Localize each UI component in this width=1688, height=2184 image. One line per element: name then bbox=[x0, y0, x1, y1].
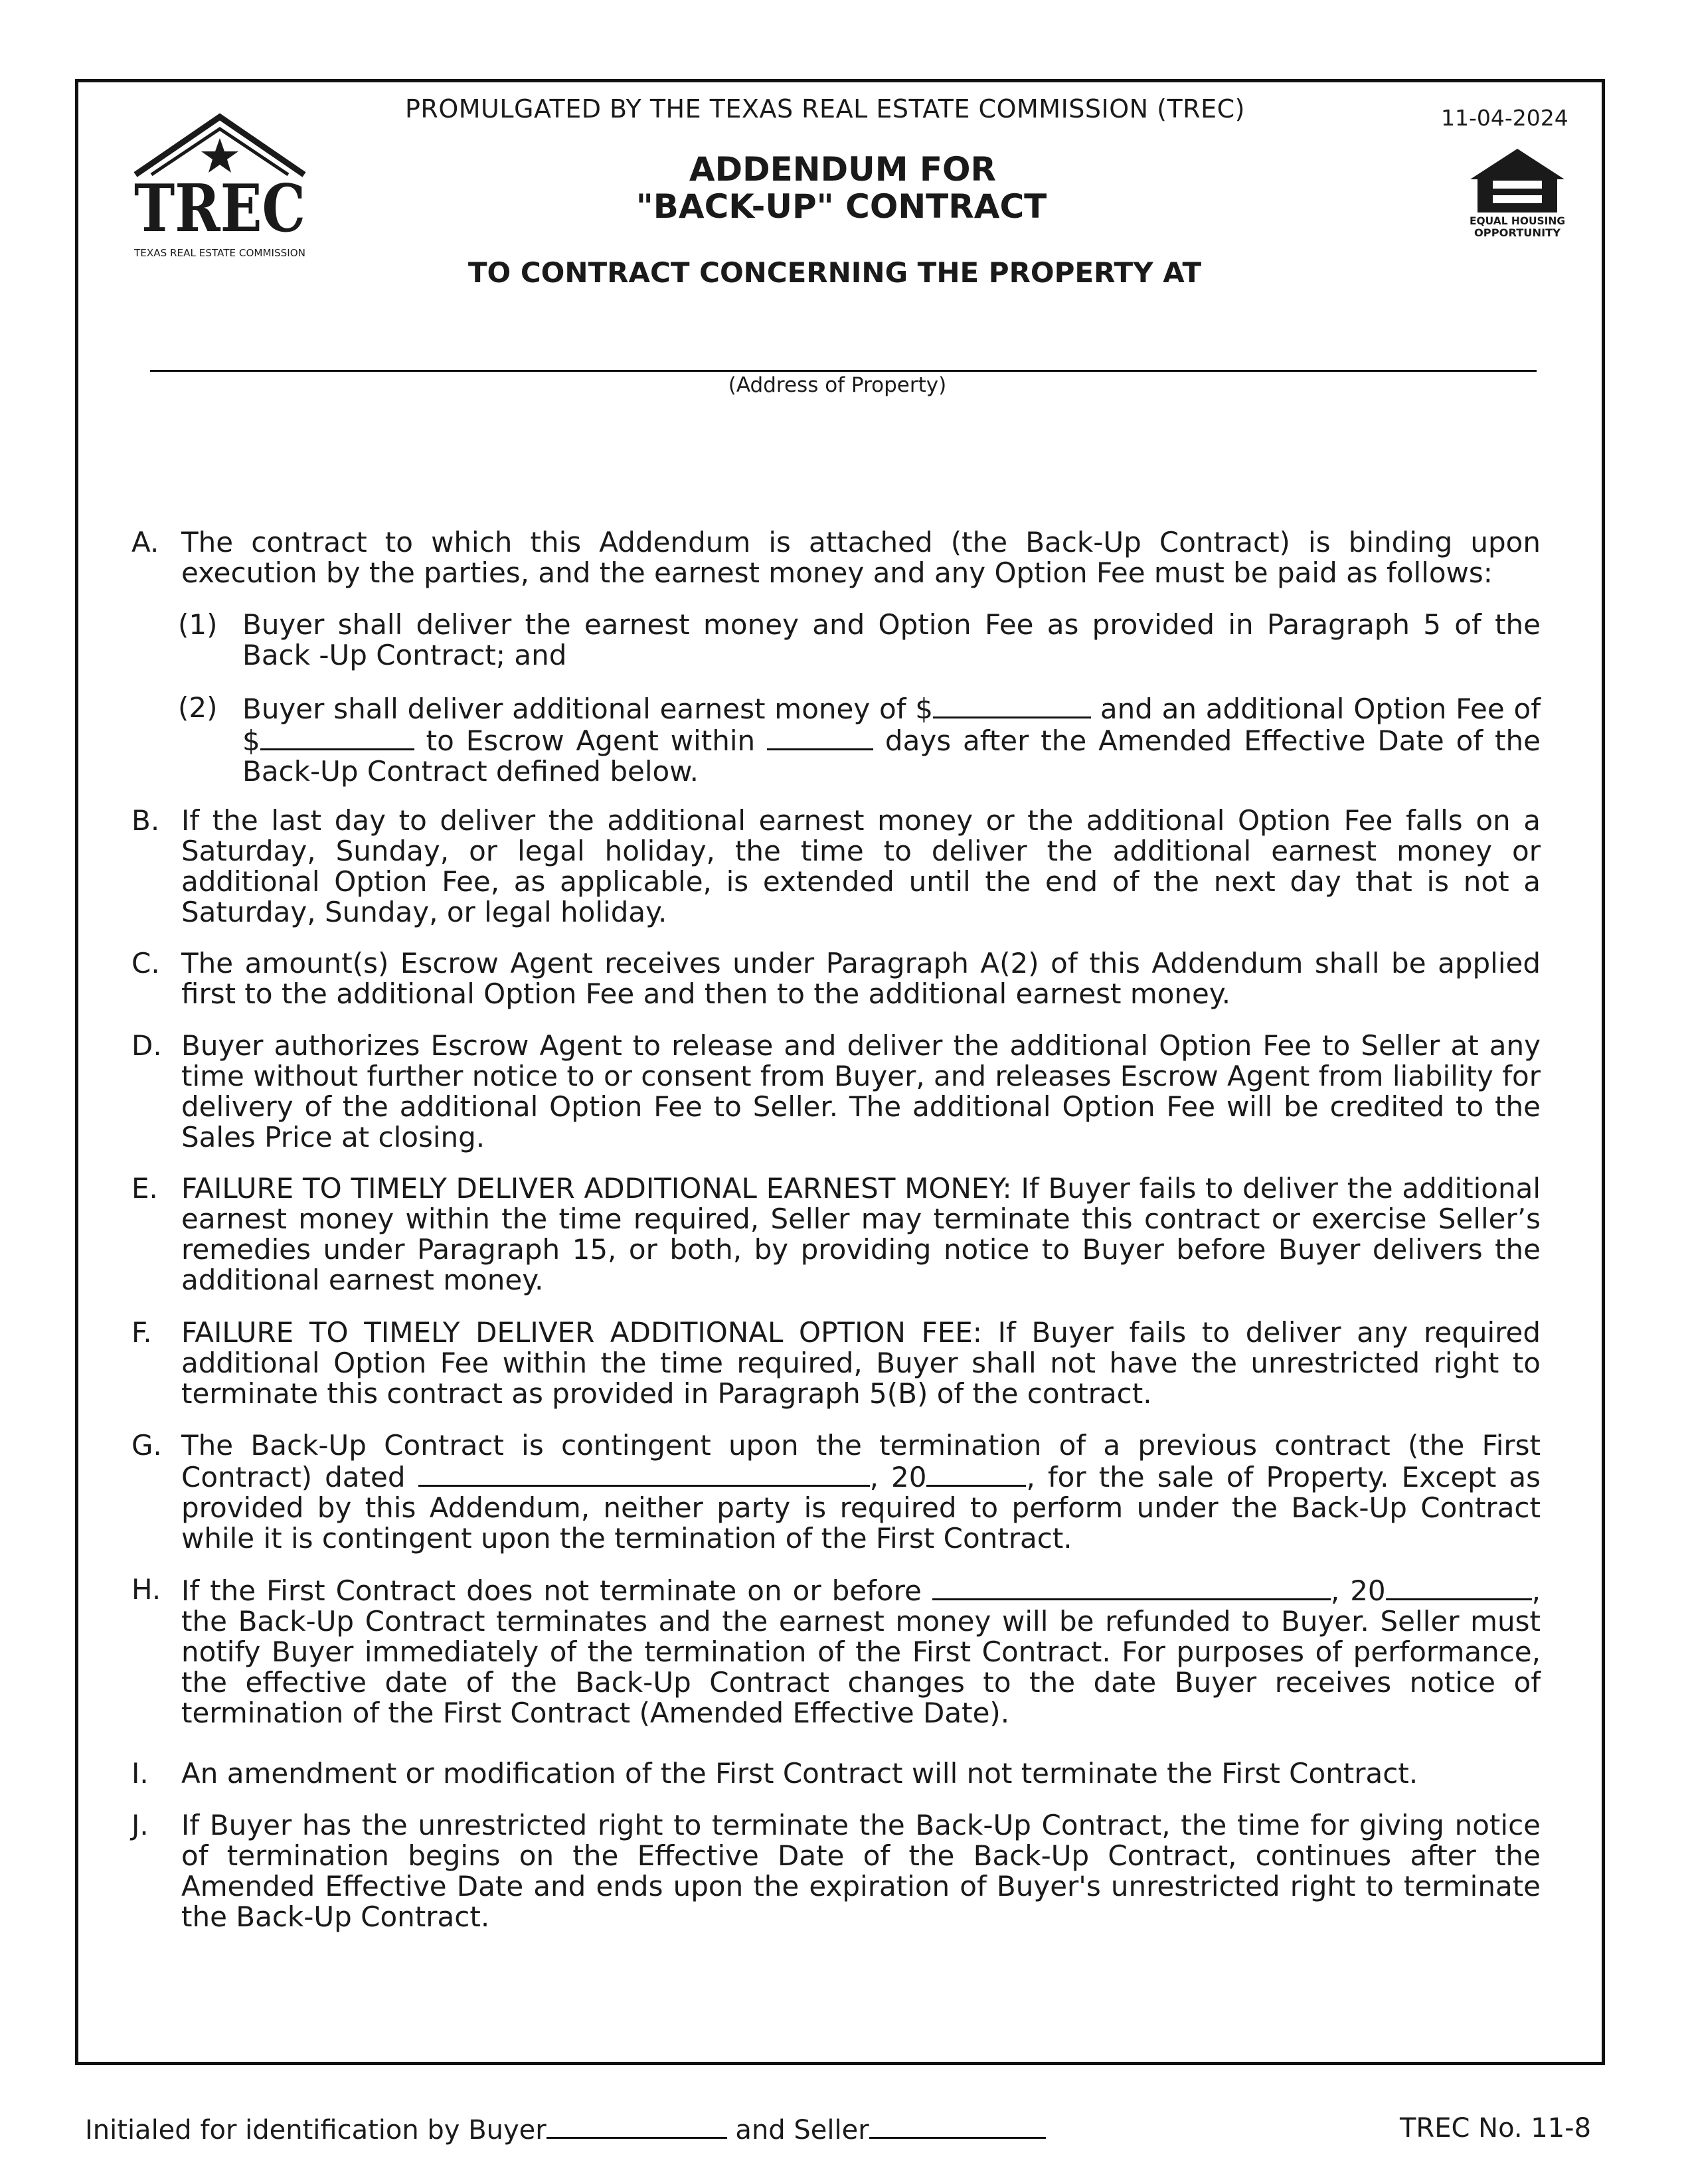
paragraph-h bbox=[131, 1574, 1541, 1728]
paragraph-b bbox=[131, 805, 1541, 928]
termination-deadline-date-field[interactable] bbox=[932, 1574, 1331, 1600]
paragraph-label: H. bbox=[131, 1573, 161, 1606]
paragraph-c bbox=[131, 948, 1541, 1009]
paragraph-text: If Buyer has the unrestricted right to terminate the Back-Up Contract, the time for giving notice of termination begins on the Effective Date of the Back-Up Contract, continues after the Amended Effective Date and ends upon the expiration of Buyer's unrestricted right to terminate the Back-Up Contract. bbox=[181, 1809, 1541, 1933]
paragraph-text: FAILURE TO TIMELY DELIVER ADDITIONAL EARNEST MONEY: If Buyer fails to deliver the additional earnest money within the time required, Seller may terminate this contract or exercise Seller’s remedies under Paragraph 15, or both, by providing notice to Buyer before Buyer delivers the additional earnest money. bbox=[181, 1172, 1541, 1296]
additional-option-fee-field[interactable] bbox=[260, 724, 414, 750]
title-line-2: "BACK-UP" CONTRACT bbox=[635, 187, 1047, 226]
first-contract-date-field[interactable] bbox=[418, 1461, 870, 1487]
item-label: (1) bbox=[178, 608, 218, 641]
paragraph-e bbox=[131, 1173, 1541, 1296]
initials-seller-label: and Seller bbox=[726, 2115, 869, 2145]
paragraph-a-item-1 bbox=[178, 610, 1541, 671]
paragraph-text: If the First Contract does not terminate on or before , 20 , the Back-Up Contract terminates and the earnest money will be refunded to Buyer. Seller must notify Buyer immediately of the termination of the First Contract. For purposes of performance, the effective date of the Back-Up Contract changes to the date Buyer receives notice of termination of the First Contract (Amended Effective Date). bbox=[181, 1574, 1541, 1729]
paragraph-label: E. bbox=[131, 1172, 158, 1205]
promulgated-header: PROMULGATED BY THE TEXAS REAL ESTATE COMMISSION (TREC) bbox=[405, 94, 1245, 124]
initials-line bbox=[85, 2113, 1046, 2145]
paragraph-label: A. bbox=[131, 526, 159, 558]
paragraph-j bbox=[131, 1810, 1541, 1932]
days-field[interactable] bbox=[767, 724, 873, 750]
eho-line2: OPPORTUNITY bbox=[1474, 226, 1561, 239]
paragraph-i bbox=[131, 1758, 1541, 1789]
initials-buyer-label: Initialed for identification by Buyer bbox=[85, 2115, 547, 2145]
trec-logo-caption: TEXAS REAL ESTATE COMMISSION bbox=[133, 247, 305, 259]
paragraph-g bbox=[131, 1430, 1541, 1554]
seller-initials-field[interactable] bbox=[869, 2113, 1046, 2139]
paragraph-a bbox=[131, 527, 1541, 588]
form-number: TREC No. 11-8 bbox=[1400, 2113, 1592, 2143]
subtitle: TO CONTRACT CONCERNING THE PROPERTY AT bbox=[467, 256, 1202, 289]
paragraph-text: The amount(s) Escrow Agent receives under Paragraph A(2) of this Addendum shall be applied first to the additional Option Fee and then to the additional earnest money. bbox=[181, 947, 1541, 1010]
paragraph-text: If the last day to deliver the additional earnest money or the additional Option Fee falls on a Saturday, Sunday, or legal holiday, the time to deliver the additional earnest money or additional Option Fee, as applicable, is extended until the end of the next day that is not a Saturday, Sunday, or legal holiday. bbox=[181, 804, 1541, 928]
address-caption: (Address of Property) bbox=[728, 373, 947, 397]
title-line-1: ADDENDUM FOR bbox=[689, 150, 997, 189]
trec-logo-text: TREC bbox=[134, 171, 305, 247]
paragraph-label: B. bbox=[131, 804, 160, 837]
paragraph-a-item-2 bbox=[178, 693, 1541, 787]
address-field[interactable] bbox=[150, 370, 1537, 372]
paragraph-text: Buyer authorizes Escrow Agent to release and deliver the additional Option Fee to Seller at any time without further notice to or consent from Buyer, and releases Escrow Agent from liability for delivery of the additional Option Fee to Seller. The additional Option Fee will be credited to the Sales Price at closing. bbox=[181, 1029, 1541, 1153]
item-text: Buyer shall deliver additional earnest money of $ and an additional Option Fee of $ to Escrow Agent within days after the Amended Effective Date of the Back-Up Contract defined below. bbox=[242, 693, 1541, 788]
form-date: 11-04-2024 bbox=[1441, 105, 1568, 131]
paragraph-label: D. bbox=[131, 1029, 162, 1062]
paragraph-label: C. bbox=[131, 947, 160, 979]
item-text: Buyer shall deliver the earnest money and Option Fee as provided in Paragraph 5 of the Back -Up Contract; and bbox=[242, 608, 1541, 671]
additional-earnest-money-field[interactable] bbox=[933, 693, 1091, 718]
paragraph-label: F. bbox=[131, 1316, 152, 1349]
buyer-initials-field[interactable] bbox=[547, 2113, 727, 2139]
paragraph-d bbox=[131, 1031, 1541, 1153]
paragraph-label: I. bbox=[131, 1757, 149, 1790]
paragraph-text: The Back-Up Contract is contingent upon the termination of a previous contract (the First Contract) dated , 20 , for the sale of Property. Except as provided by this Addendum, neither party is required to perform under the Back-Up Contract while it is contingent upon the termination of the First Contract. bbox=[181, 1429, 1541, 1554]
paragraph-text: An amendment or modification of the First Contract will not terminate the First Contract. bbox=[181, 1757, 1418, 1790]
item-label: (2) bbox=[178, 691, 218, 724]
termination-deadline-year-field[interactable] bbox=[1386, 1574, 1532, 1600]
eho-line1: EQUAL HOUSING bbox=[1470, 214, 1565, 227]
first-contract-year-field[interactable] bbox=[926, 1461, 1026, 1487]
paragraph-text: FAILURE TO TIMELY DELIVER ADDITIONAL OPTION FEE: If Buyer fails to deliver any required additional Option Fee within the time required, Buyer shall not have the unrestricted right to terminate this contract as provided in Paragraph 5(B) of the contract. bbox=[181, 1316, 1541, 1410]
paragraph-f bbox=[131, 1317, 1541, 1409]
paragraph-label: G. bbox=[131, 1429, 162, 1462]
paragraph-label: J. bbox=[131, 1809, 149, 1841]
paragraph-text: The contract to which this Addendum is attached (the Back-Up Contract) is binding upon execution by the parties, and the earnest money and any Option Fee must be paid as follows: bbox=[181, 526, 1541, 589]
